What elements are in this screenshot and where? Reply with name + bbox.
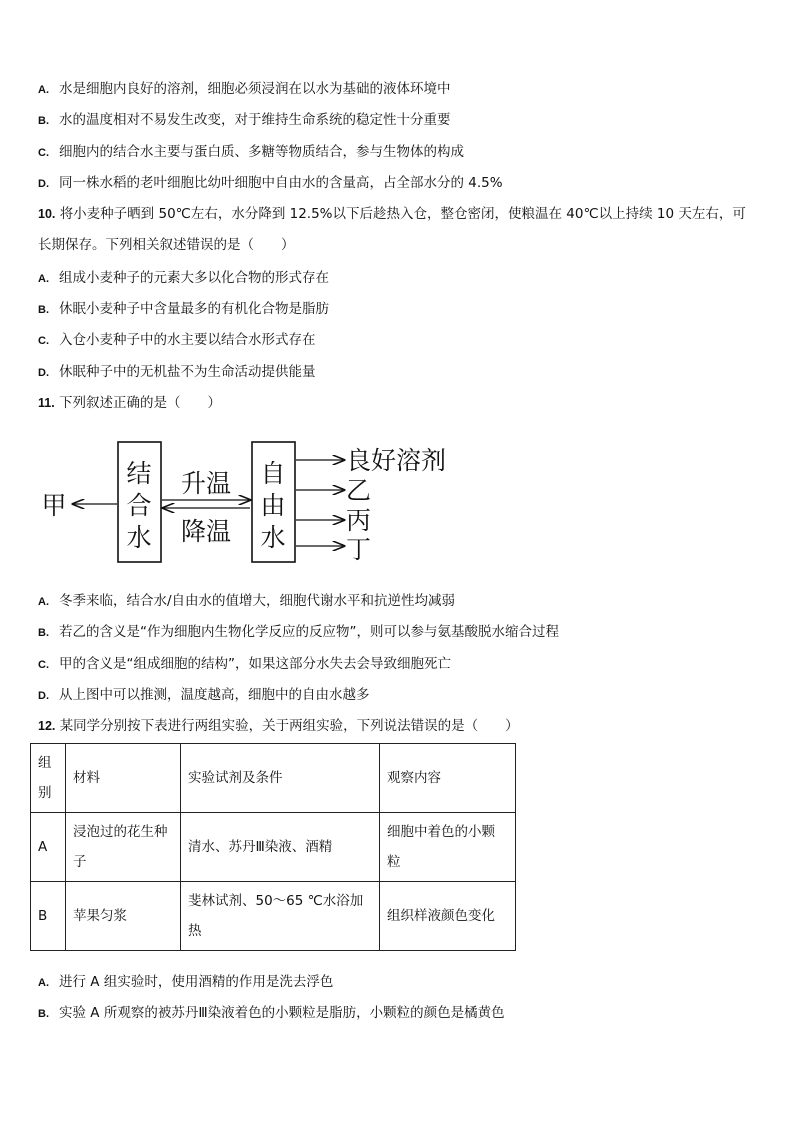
q12-option-b [38,1003,505,1024]
question-number: 12. [38,719,56,733]
option-key: A. [38,273,49,285]
option-text: 细胞内的结合水主要与蛋白质、多糖等物质结合，参与生物体的构成 [59,144,464,160]
q10-option-a [38,268,329,289]
question-number: 10. [38,207,56,221]
header-cell-observation: 观察内容 [380,744,516,813]
option-text: 组成小麦种子的元素大多以化合物的形式存在 [59,270,329,286]
table-cell: A [31,813,66,882]
option-key: D. [38,367,49,379]
option-key: C. [38,147,49,159]
q11-option-b [38,622,559,643]
option-text: 入仓小麦种子中的水主要以结合水形式存在 [59,332,316,348]
table-cell: 浸泡过的花生种子 [66,813,181,882]
option-key: A. [38,84,49,96]
header-cell-material: 材料 [66,744,181,813]
question-number: 11. [38,396,55,410]
question-text: 将小麦种子晒到 50℃左右，水分降到 12.5%以下后趁热入仓，整仓密闭，使粮温在 40℃以上持续 10 天左右，可长期保存。下列相关叙述错误的是（ ） [38,206,746,253]
option-text: 同一株水稻的老叶细胞比幼叶细胞中自由水的含量高，占全部水分的 4.5% [59,175,503,191]
q11-option-d [38,685,370,706]
option-text: 休眠小麦种子中含量最多的有机化合物是脂肪 [59,301,329,317]
q10-option-c [38,330,316,351]
option-text: 休眠种子中的无机盐不为生命活动提供能量 [59,364,316,380]
free-water-char-3: 水 [260,523,286,552]
option-text: 进行 A 组实验时，使用酒精的作用是洗去浮色 [59,974,334,990]
table-cell: 清水、苏丹Ⅲ染液、酒精 [181,813,380,882]
option-text: 冬季来临，结合水/自由水的值增大，细胞代谢水平和抗逆性均减弱 [59,593,456,609]
bound-water-char-3: 水 [126,523,152,552]
option-key: C. [38,659,49,671]
q10-option-d [38,362,316,383]
bound-water-char-1: 结 [126,459,152,488]
table-cell: 细胞中着色的小颗粒 [380,813,516,882]
q11-stem [38,393,221,413]
table-row [31,882,516,951]
q12-stem [38,716,519,736]
table-header-row [31,744,516,813]
option-key: D. [38,178,49,190]
heating-label: 升温 [180,469,232,498]
option-key: C. [38,335,49,347]
cooling-label: 降温 [180,517,232,546]
table-cell: B [31,882,66,951]
option-text: 从上图中可以推测，温度越高，细胞中的自由水越多 [59,687,370,703]
option-key: B. [38,1008,49,1020]
free-water-char-1: 自 [260,459,286,488]
solvent-label: 良好溶剂 [346,446,447,475]
q9-option-c [38,142,464,163]
table-cell: 组织样液颜色变化 [380,882,516,951]
option-key: A. [38,977,49,989]
q10-stem [38,199,758,261]
table-cell: 苹果匀浆 [66,882,181,951]
jia-label: 甲 [41,491,67,520]
yi-label: 乙 [346,476,372,505]
option-text: 水的温度相对不易发生改变，对于维持生命系统的稳定性十分重要 [59,112,451,128]
ding-label: 丁 [346,535,372,564]
option-text: 甲的含义是“组成细胞的结构”，如果这部分水失去会导致细胞死亡 [59,656,451,672]
table-row [31,813,516,882]
water-conversion-diagram [38,436,478,571]
option-text: 实验 A 所观察的被苏丹Ⅲ染液着色的小颗粒是脂肪，小颗粒的颜色是橘黄色 [59,1005,505,1021]
option-key: B. [38,115,49,127]
q10-option-b [38,299,329,320]
q9-option-d [38,173,503,194]
option-key: B. [38,304,49,316]
option-key: B. [38,627,49,639]
q11-option-a [38,591,455,612]
q9-option-b [38,110,451,131]
option-text: 水是细胞内良好的溶剂，细胞必须浸润在以水为基础的液体环境中 [59,81,451,97]
q9-option-a [38,79,451,100]
option-text: 若乙的含义是“作为细胞内生物化学反应的反应物”，则可以参与氨基酸脱水缩合过程 [59,624,559,640]
bound-water-char-2: 合 [126,491,152,520]
question-text: 某同学分别按下表进行两组实验，关于两组实验，下列说法错误的是（ ） [59,718,519,734]
experiment-table [30,743,516,951]
question-text: 下列叙述正确的是（ ） [58,395,221,411]
bing-label: 丙 [346,506,372,535]
option-key: A. [38,596,49,608]
header-cell-group: 组别 [31,744,66,813]
q12-option-a [38,972,333,993]
table-cell: 斐林试剂、50～65 ℃水浴加热 [181,882,380,951]
option-key: D. [38,690,49,702]
diagram-svg [38,436,478,571]
free-water-char-2: 由 [260,491,286,520]
q11-option-c [38,654,451,675]
header-cell-reagents: 实验试剂及条件 [181,744,380,813]
